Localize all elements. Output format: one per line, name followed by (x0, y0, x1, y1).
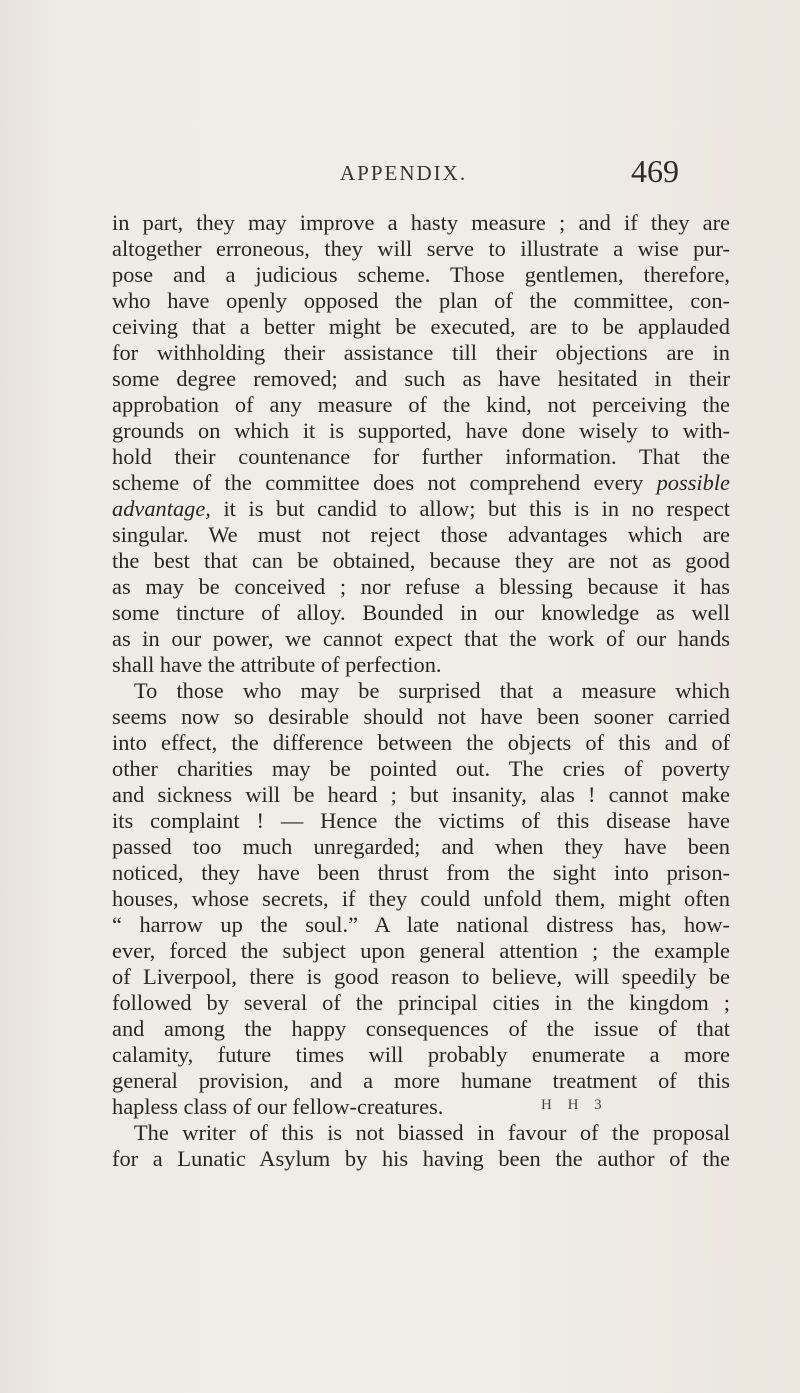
text-line: altogether erroneous, they will serve to illustrate a wise pur- (112, 236, 730, 261)
text-line: and sickness will be heard ; but insanity, alas ! cannot make (112, 782, 730, 807)
text-line: into effect, the difference between the objects of this and of (112, 730, 730, 755)
text-line: for withholding their assistance till their objections are in (112, 340, 730, 365)
text-line: ever, forced the subject upon general attention ; the example (112, 938, 730, 963)
italic-text: possible (656, 470, 730, 495)
text-line: ceiving that a better might be executed, are to be applauded (112, 314, 730, 339)
text-line: general provision, and a more humane treatment of this (112, 1068, 730, 1093)
text-line: noticed, they have been thrust from the sight into prison- (112, 860, 730, 885)
text-line: for a Lunatic Asylum by his having been the author of the (112, 1146, 730, 1171)
text-line: some tincture of alloy. Bounded in our knowledge as well (112, 600, 730, 625)
text-line: as in our power, we cannot expect that the work of our hands (112, 626, 730, 651)
text-line: singular. We must not reject those advantages which are (112, 522, 730, 547)
text-span: it is but candid to allow; but this is in no respect (210, 496, 730, 521)
text-line: of Liverpool, there is good reason to believe, will speedily be (112, 964, 730, 989)
signature-mark: H H 3 (541, 1097, 608, 1113)
text-line: To those who may be surprised that a measure which (134, 678, 730, 703)
text-line: shall have the attribute of perfection. (112, 652, 442, 677)
text-line: its complaint ! — Hence the victims of this disease have (112, 808, 730, 833)
text-line: houses, whose secrets, if they could unfold them, might often (112, 886, 730, 911)
text-line: pose and a judicious scheme. Those gentlemen, therefore, (112, 262, 730, 287)
text-line: the best that can be obtained, because they are not as good (112, 548, 730, 573)
text-line (112, 496, 730, 522)
text-line: other charities may be pointed out. The cries of poverty (112, 756, 730, 781)
running-head: APPENDIX. (340, 161, 468, 185)
body-text (112, 210, 730, 1172)
text-line: seems now so desirable should not have been sooner carried (112, 704, 730, 729)
text-line: as may be conceived ; nor refuse a blessing because it has (112, 574, 730, 599)
text-line: hold their countenance for further information. That the (112, 444, 730, 469)
text-line: who have openly opposed the plan of the committee, con- (112, 288, 730, 313)
text-line: followed by several of the principal cities in the kingdom ; (112, 990, 730, 1015)
page-number: 469 (631, 153, 679, 189)
text-line: in part, they may improve a hasty measure ; and if they are (112, 210, 730, 235)
text-line: “ harrow up the soul.” A late national distress has, how- (112, 912, 730, 937)
text-line: calamity, future times will probably enumerate a more (112, 1042, 730, 1067)
text-line: hapless class of our fellow-creatures. (112, 1094, 444, 1119)
italic-text: advantage, (112, 496, 211, 521)
text-line: passed too much unregarded; and when they have been (112, 834, 730, 859)
text-span: scheme of the committee does not comprehend every (112, 470, 657, 495)
text-line: The writer of this is not biassed in favour of the proposal (134, 1120, 730, 1145)
text-line: and among the happy consequences of the issue of that (112, 1016, 730, 1041)
text-line: grounds on which it is supported, have done wisely to with- (112, 418, 730, 443)
text-line: some degree removed; and such as have hesitated in their (112, 366, 730, 391)
text-line (112, 470, 730, 496)
text-line: approbation of any measure of the kind, not perceiving the (112, 392, 730, 417)
page-header (0, 153, 800, 197)
